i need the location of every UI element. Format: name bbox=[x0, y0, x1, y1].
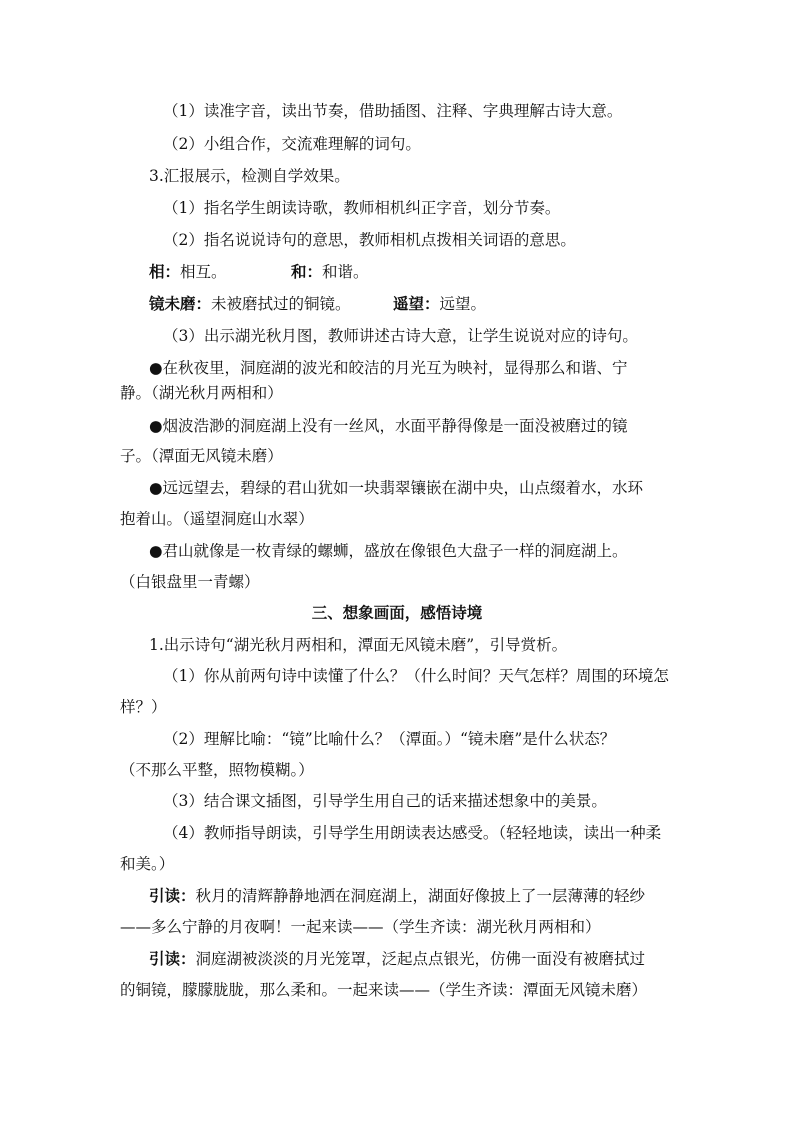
bullet-line: 子。（潭面无风镜未磨） bbox=[120, 447, 283, 465]
bullet-line: ●远远望去，碧绿的君山犹如一块翡翠镶嵌在湖中央，山点缀着水，水环 bbox=[149, 479, 644, 497]
guide-line: 的铜镜，朦朦胧胧，那么柔和。一起来读——（学生齐读：潭面无风镜未磨） bbox=[120, 981, 648, 999]
bullet-line: ●君山就像是一枚青绿的螺蛳，盛放在像银色大盘子一样的洞庭湖上。 bbox=[149, 542, 628, 560]
glossary-def: 未被磨拭过的铜镜。 bbox=[211, 295, 351, 313]
guide-line bbox=[149, 886, 709, 906]
text-line: （3）出示湖光秋月图，教师讲述古诗大意，让学生说说对应的诗句。 bbox=[163, 327, 638, 345]
text-line: （2）小组合作，交流难理解的词句。 bbox=[163, 135, 421, 153]
glossary-def: 远望。 bbox=[439, 295, 487, 313]
bullet-line: ●烟波浩渺的洞庭湖上没有一丝风，水面平静得像是一面没被磨过的镜 bbox=[149, 417, 628, 435]
glossary-term: 相： bbox=[149, 262, 181, 281]
text-line: （3）结合课文插图，引导学生用自己的话来描述想象中的美景。 bbox=[163, 792, 607, 810]
guide-label: 引读： bbox=[149, 886, 196, 905]
bullet-line: 静。（湖光秋月两相和） bbox=[120, 384, 283, 402]
guide-text: 洞庭湖被淡淡的月光笼罩，泛起点点银光，仿佛一面没有被磨拭过 bbox=[195, 950, 646, 968]
text-line: （4）教师指导朗读，引导学生用朗读表达感受。（轻轻地读，读出一种柔 bbox=[163, 824, 662, 842]
text-line: （1）读准字音，读出节奏，借助插图、注释、字典理解古诗大意。 bbox=[163, 102, 623, 120]
text-line: （2）指名说说诗句的意思，教师相机点拨相关词语的意思。 bbox=[163, 231, 576, 249]
bullet-line: ●在秋夜里，洞庭湖的波光和皎洁的月光互为映衬，显得那么和谐、宁 bbox=[149, 359, 628, 377]
glossary-item bbox=[149, 262, 249, 282]
text-line: （不那么平整，照物模糊。） bbox=[120, 761, 314, 779]
bullet-line: （白银盘里一青螺） bbox=[120, 573, 260, 591]
glossary-def: 相互。 bbox=[180, 263, 227, 281]
text-line: 1.出示诗句“湖光秋月两相和，潭面无风镜未磨”，引导赏析。 bbox=[149, 636, 568, 654]
glossary-term: 镜未磨： bbox=[149, 294, 212, 313]
text-line: （1）指名学生朗读诗歌，教师相机纠正字音，划分节奏。 bbox=[163, 199, 561, 217]
glossary-term: 遥望： bbox=[393, 294, 440, 313]
text-line: 和美。） bbox=[120, 855, 175, 873]
text-line: 样？） bbox=[120, 698, 167, 716]
guide-line bbox=[149, 949, 709, 969]
guide-label: 引读： bbox=[149, 949, 196, 968]
section-title: 三、想象画面，感悟诗境 bbox=[311, 603, 483, 622]
bullet-line: 抱着山。（遥望洞庭山水翠） bbox=[120, 510, 314, 528]
glossary-term: 和： bbox=[291, 262, 323, 281]
guide-line: ——多么宁静的月夜啊！一起来读——（学生齐读：湖光秋月两相和） bbox=[120, 918, 601, 936]
glossary-item bbox=[149, 294, 379, 314]
text-line: （1）你从前两句诗中读懂了什么？（什么时间？天气怎样？周围的环境怎 bbox=[163, 667, 669, 685]
glossary-item bbox=[393, 294, 533, 314]
text-line: （2）理解比喻：“镜”比喻什么？（潭面。）“镜未磨”是什么状态？ bbox=[163, 730, 616, 748]
text-line: 3.汇报展示，检测自学效果。 bbox=[149, 167, 350, 185]
guide-text: 秋月的清辉静静地洒在洞庭湖上，湖面好像披上了一层薄薄的轻纱 bbox=[195, 887, 646, 905]
glossary-item bbox=[291, 262, 411, 282]
glossary-def: 和谐。 bbox=[322, 263, 369, 281]
